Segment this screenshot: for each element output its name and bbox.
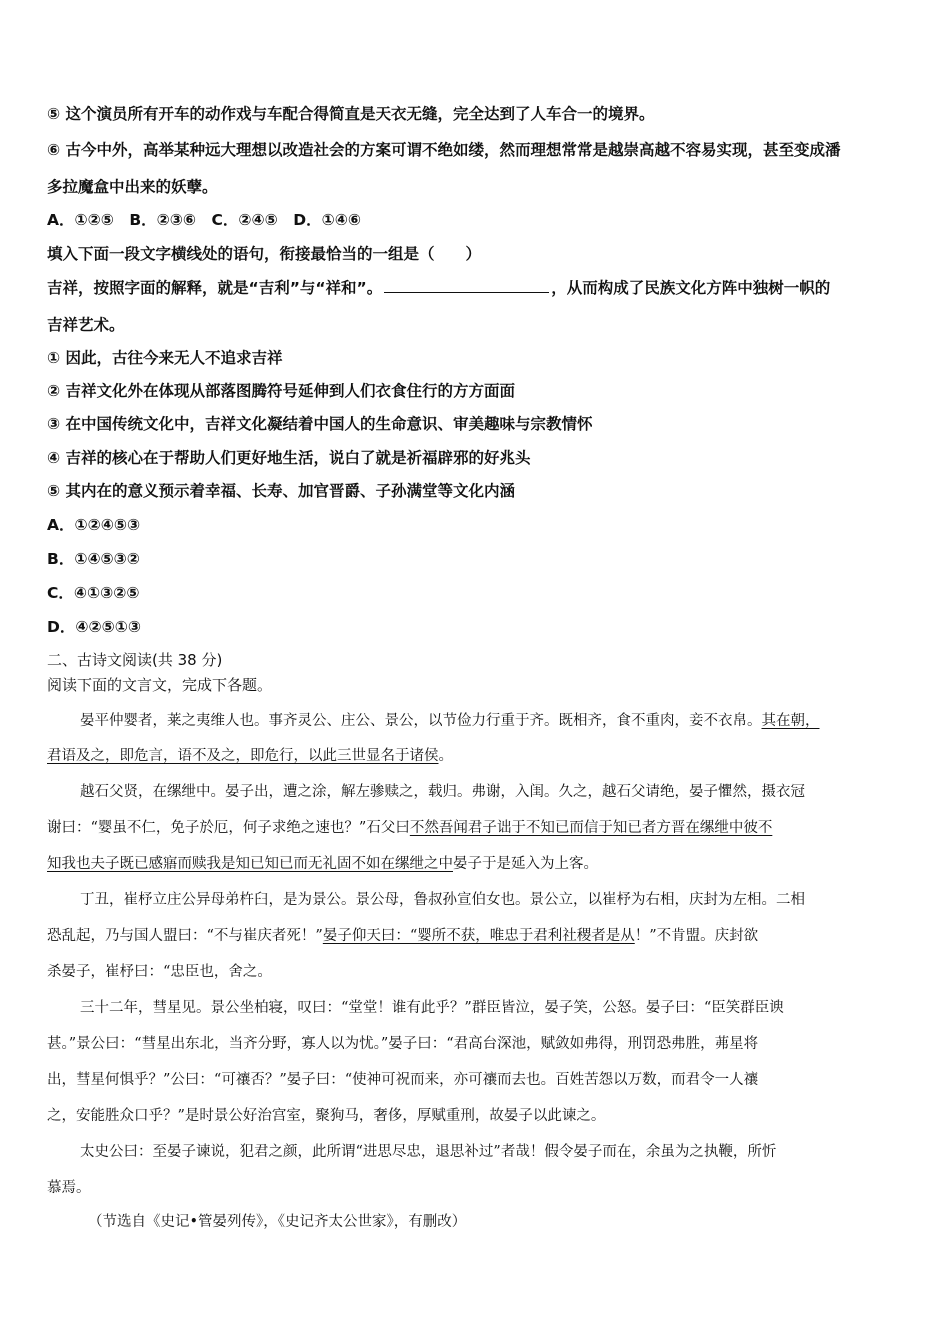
underlined-text: 其在朝， xyxy=(761,713,820,729)
choice-option: B．①④⑤③② xyxy=(47,550,140,568)
option-5: ⑤ 这个演员所有开车的动作戏与车配合得简直是天衣无缝，完全达到了人车合一的境界。 xyxy=(47,105,655,123)
text-span: ！”不肯盟。庆封欲 xyxy=(634,928,759,944)
statement-item: ④ 吉祥的核心在于帮助人们更好地生活，说白了就是祈福辟邪的好兆头 xyxy=(47,449,531,467)
passage-para1-line2 xyxy=(47,744,453,765)
option-6-line1: ⑥ 古今中外，高举某种远大理想以改造社会的方案可谓不绝如缕，然而理想常常是越崇高越不容易实现，甚至变成潘 xyxy=(47,141,841,159)
passage-para5-line1: 太史公曰：至晏子谏说，犯君之颜，此所谓“进思尽忠，退思补过”者哉！假令晏子而在，余虽为之执鞭，所忻 xyxy=(80,1144,777,1160)
source-citation: （节选自《史记•管晏列传》，《史记齐太公世家》，有删改） xyxy=(88,1214,467,1230)
text-span: 。 xyxy=(438,748,453,764)
statement-item: ⑤ 其内在的意义预示着幸福、长寿、加官晋爵、子孙满堂等文化内涵 xyxy=(47,482,516,500)
text-span: 晏子于是延入为上客。 xyxy=(453,856,598,872)
passage-before-blank: 吉祥，按照字面的解释，就是“吉利”与“祥和”。 xyxy=(47,279,383,297)
text-span: 晏平仲婴者，莱之夷维人也。事齐灵公、庄公、景公，以节俭力行重于齐。既相齐，食不重肉，妾不衣帛。 xyxy=(80,713,762,729)
passage-para3-line1: 丁丑，崔杼立庄公异母弟杵臼，是为景公。景公母，鲁叔孙宣伯女也。景公立，以崔杼为右相，庆封为左相。二相 xyxy=(80,892,805,908)
choice-option: C．④①③②⑤ xyxy=(47,584,140,602)
choice-option: A．①②④⑤③ xyxy=(47,516,141,534)
underlined-text: 君语及之，即危言，语不及之，即危行，以此三世显名于诸侯 xyxy=(47,748,439,764)
passage-line2: 吉祥艺术。 xyxy=(47,316,125,334)
answer-blank xyxy=(384,278,549,293)
text-span: 恐乱起，乃与国人盟曰：“不与崔庆者死！” xyxy=(47,928,323,944)
passage-para4-line4: 之，安能胜众口乎？”是时景公好治宫室，聚狗马，奢侈，厚赋重刑，故晏子以此谏之。 xyxy=(47,1108,606,1124)
passage-para2-line2 xyxy=(47,816,772,837)
answer-choices: A．①②⑤ B．②③⑥ C．②④⑤ D．①④⑥ xyxy=(47,211,362,229)
passage-para1-line1 xyxy=(80,709,820,730)
statement-item: ① 因此，古往今来无人不追求吉祥 xyxy=(47,349,283,367)
underlined-text: 不然吾闻君子诎于不知已而信于知已者方晋在缧绁中彼不 xyxy=(409,820,773,836)
passage-para4-line2: 甚。”景公曰：“彗星出东北，当齐分野，寡人以为忧。”晏子曰：“君高台深池，赋敛如弗得，刑罚恐弗胜，茀星将 xyxy=(47,1036,759,1052)
passage-para3-line3: 杀晏子，崔杼曰：“忠臣也，舍之。 xyxy=(47,964,272,980)
passage-line1 xyxy=(47,276,830,298)
text-span: 谢曰：“婴虽不仁，免子於厄，何子求绝之速也？”石父曰 xyxy=(47,820,410,836)
underlined-text: 知我也夫子既已感寤而赎我是知已知已而无礼固不如在缧绁之中 xyxy=(47,856,453,872)
statement-item: ② 吉祥文化外在体现从部落图腾符号延伸到人们衣食住行的方方面面 xyxy=(47,382,516,400)
section-heading: 二、古诗文阅读(共 38 分) xyxy=(47,651,223,669)
option-6-line2: 多拉魔盒中出来的妖孽。 xyxy=(47,178,218,196)
passage-para3-line2 xyxy=(47,924,758,945)
passage-para4-line3: 出，彗星何惧乎？”公曰：“可禳否？”晏子曰：“使神可祝而来，亦可禳而去也。百姓苦怨以万数，而君令一人禳 xyxy=(47,1072,759,1088)
statement-item: ③ 在中国传统文化中，吉祥文化凝结着中国人的生命意识、审美趣味与宗教情怀 xyxy=(47,415,593,433)
question-stem: 填入下面一段文字横线处的语句，衔接最恰当的一组是（ ） xyxy=(47,245,482,263)
passage-after-blank: ，从而构成了民族文化方阵中独树一帜的 xyxy=(551,279,831,297)
passage-para4-line1: 三十二年，彗星见。景公坐柏寝，叹曰：“堂堂！谁有此乎？”群臣皆泣，晏子笑，公怒。晏子曰：“臣笑群臣谀 xyxy=(80,1000,784,1016)
section-instruction: 阅读下面的文言文，完成下各题。 xyxy=(47,676,273,694)
passage-para2-line3 xyxy=(47,852,598,873)
underlined-text: 晏子仰天曰：“婴所不获，唯忠于君利社稷者是从 xyxy=(322,928,635,944)
passage-para5-line2: 慕焉。 xyxy=(47,1180,91,1196)
choice-option: D．④②⑤①③ xyxy=(47,618,141,636)
passage-para2-line1: 越石父贤，在缧绁中。晏子出，遭之涂，解左骖赎之，载归。弗谢，入闺。久之，越石父请绝，晏子懼然，摄衣冠 xyxy=(80,784,805,800)
